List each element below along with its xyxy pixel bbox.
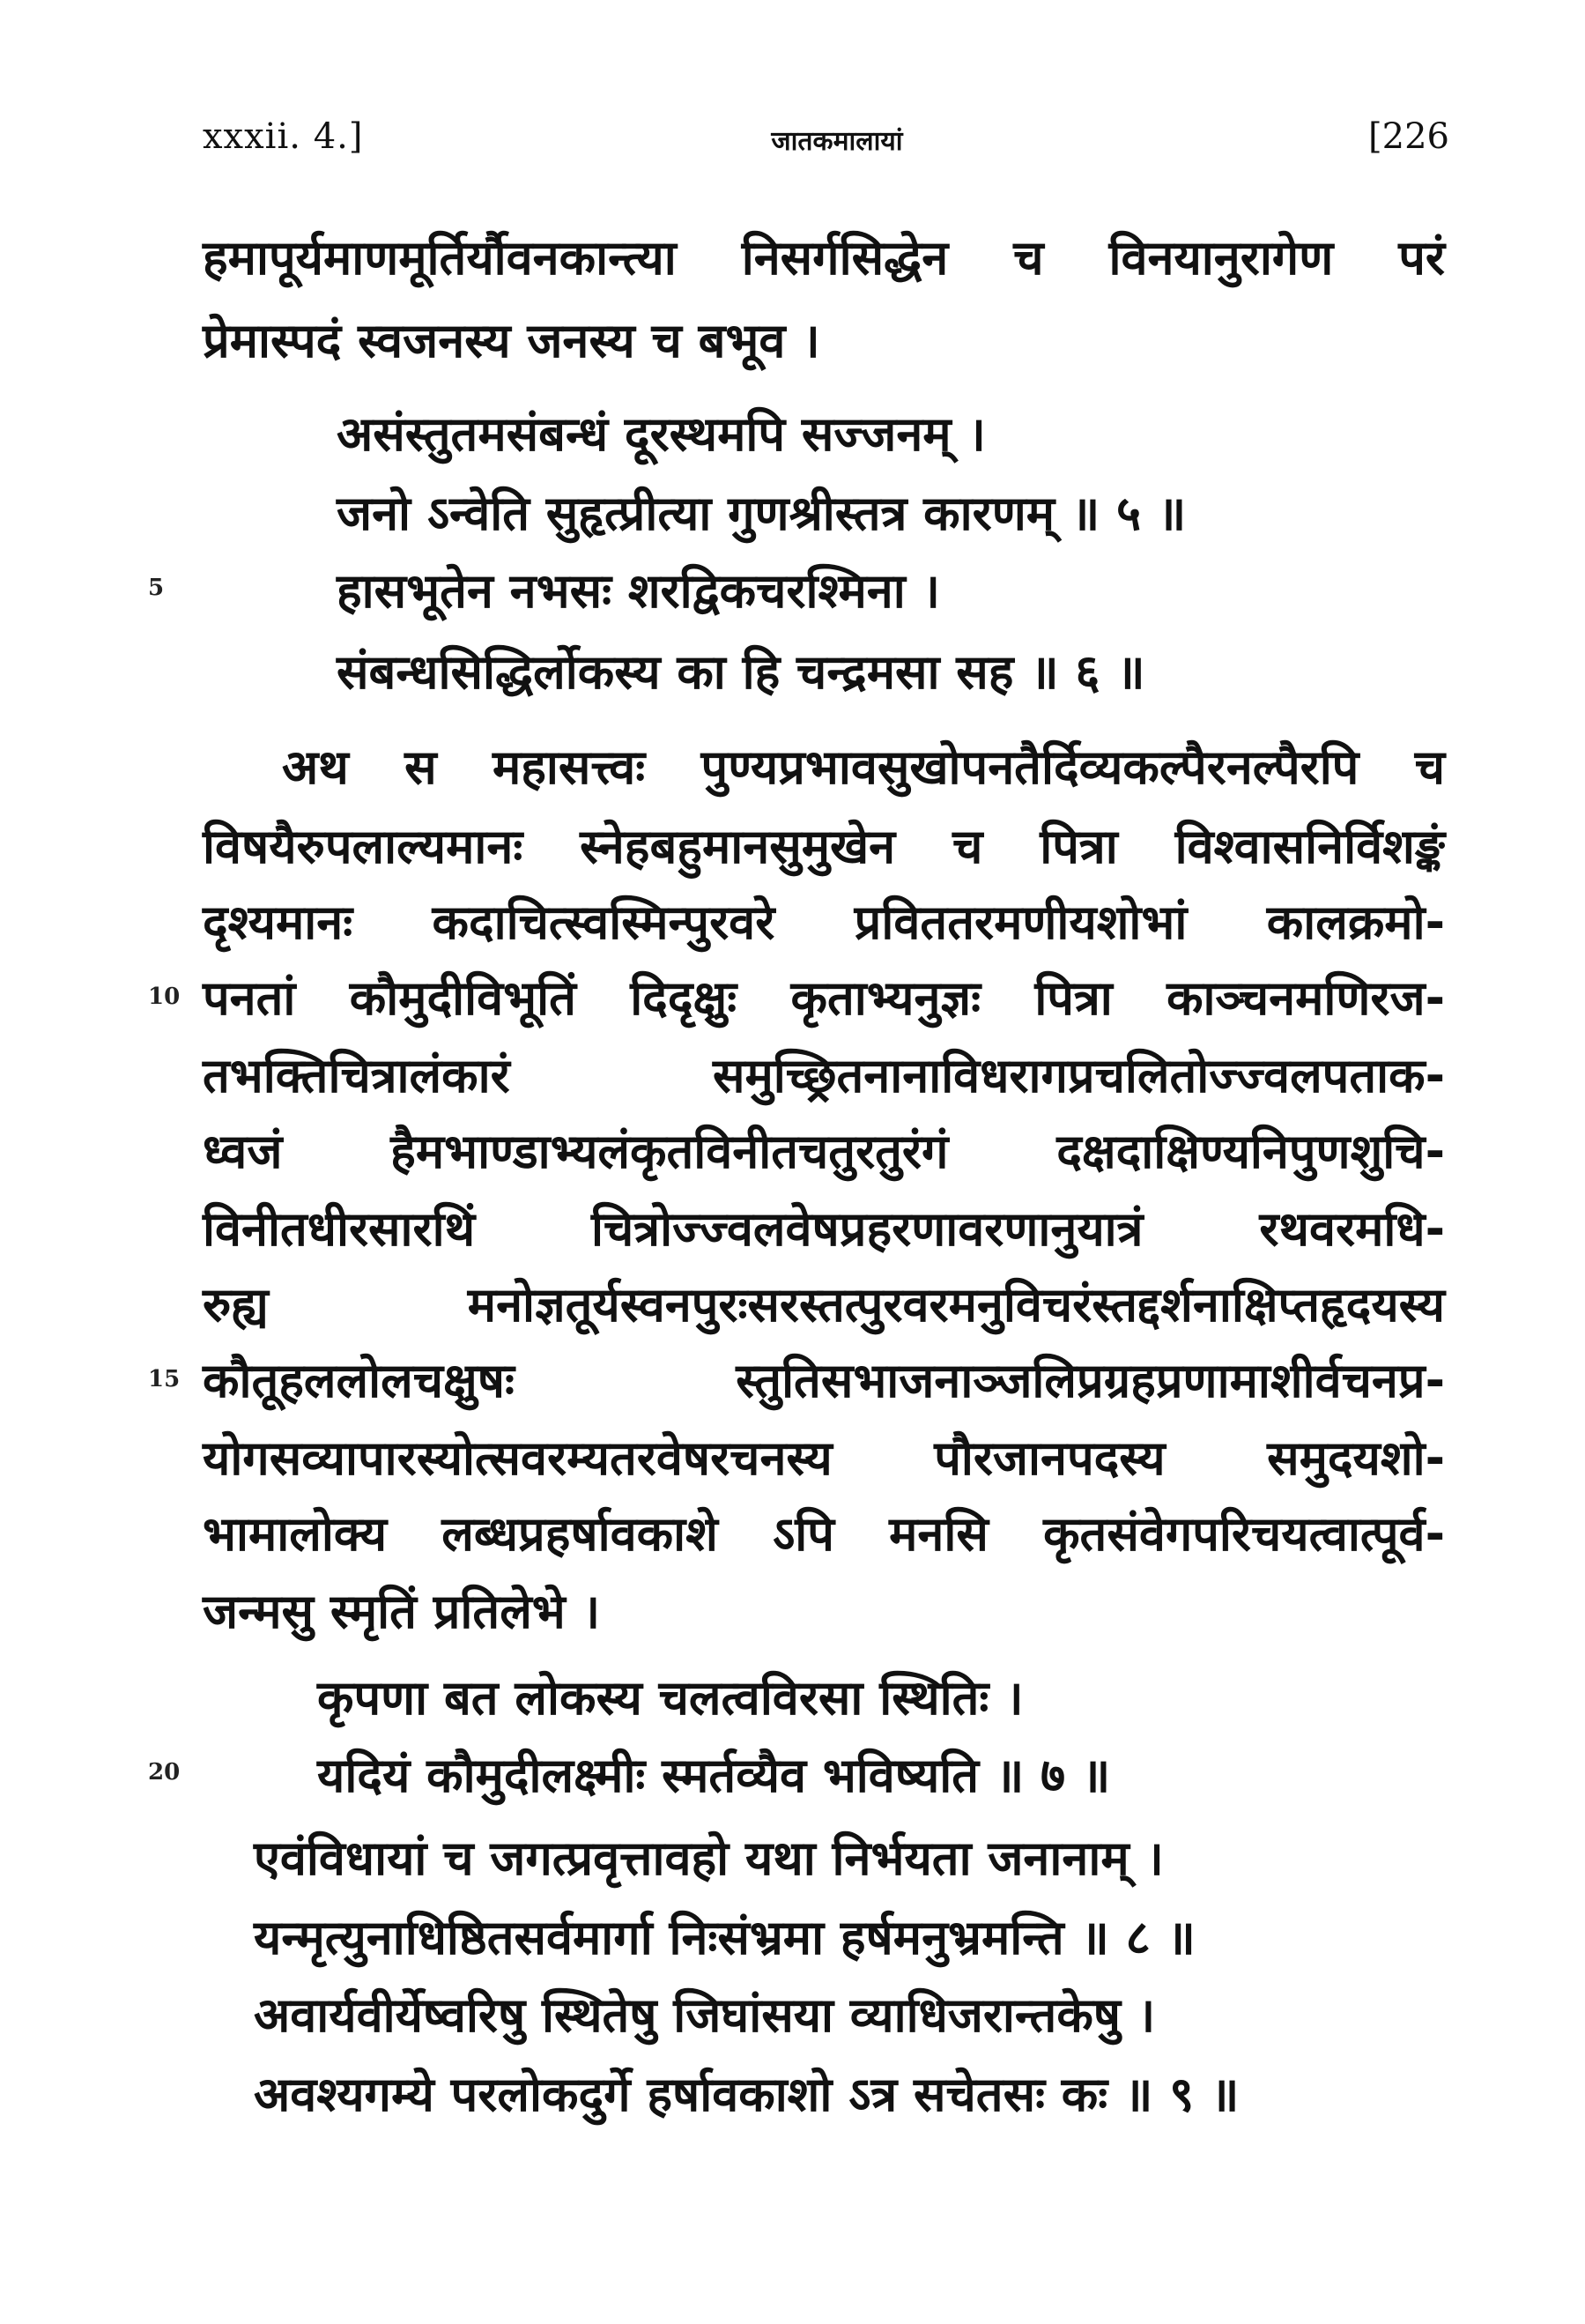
paragraph2-line-11: भामालोक्य लब्धप्रहर्षावकाशे ऽपि मनसि कृतसंवेगपरिचयत्वात्पूर्व- [203, 1506, 1445, 1562]
paragraph2-line-9: कौतूहललोलचक्षुषः स्तुतिसभाजनाञ्जलिप्रग्रहप्रणामाशीर्वचनप्र- [203, 1353, 1445, 1408]
verse-8-line-1: एवंविधायां च जगत्प्रवृत्तावहो यथा निर्भयता जनानाम् । [254, 1830, 1164, 1886]
running-title: जातकमालायां [771, 126, 903, 157]
paragraph2-line-5: तभक्तिचित्रालंकारं समुच्छ्रितनानाविधरागप्रचलितोज्ज्वलपताक- [203, 1048, 1445, 1103]
paragraph2-line-1: अथ स महासत्त्वः पुण्यप्रभावसुखोपनतैर्दिव्यकल्पैरनल्पैरपि च [282, 739, 1445, 795]
paragraph2-line-8: रुह्य मनोज्ञतूर्यस्वनपुरःसरस्तत्पुरवरमनुविचरंस्तद्दर्शनाक्षिप्तहृदयस्य [203, 1277, 1445, 1333]
verse-9-line-2: अवश्यगम्ये परलोकदुर्गे हर्षावकाशो ऽत्र सचेतसः कः ॥ ९ ॥ [254, 2067, 1240, 2122]
verse-7-line-1: कृपणा बत लोकस्य चलत्वविरसा स्थितिः । [317, 1670, 1024, 1726]
paragraph1-line-1: हमापूर्यमाणमूर्तिर्यौवनकान्त्या निसर्गसिद्धेन च विनयानुरागेण परं [203, 230, 1445, 286]
line-number-15: 15 [148, 1366, 181, 1392]
paragraph1-line-2: प्रेमास्पदं स्वजनस्य जनस्य च बभूव । [203, 313, 820, 368]
paragraph2-line-10: योगसव्यापारस्योत्सवरम्यतरवेषरचनस्य पौरजानपदस्य समुदयशो- [203, 1430, 1445, 1486]
running-header [203, 116, 1449, 169]
verse-5-line-2: जनो ऽन्वेति सुहृत्प्रीत्या गुणश्रीस्तत्र कारणम् ॥ ५ ॥ [337, 486, 1187, 541]
line-number-5: 5 [148, 575, 165, 601]
verse-6-line-2: संबन्धसिद्धिर्लोकस्य का हि चन्द्रमसा सह ॥ ६ ॥ [337, 644, 1145, 700]
verse-8-line-2: यन्मृत्युनाधिष्ठितसर्वमार्गा निःसंभ्रमा हर्षमनुभ्रमन्ति ॥ ८ ॥ [254, 1910, 1196, 1965]
section-reference: xxxii. 4.] [203, 116, 364, 157]
paragraph2-line-6: ध्वजं हैमभाण्डाभ्यलंकृतविनीतचतुरतुरंगं दक्षदाक्षिण्यनिपुणशुचि- [203, 1124, 1445, 1179]
verse-9-line-1: अवार्यवीर्येष्वरिषु स्थितेषु जिघांसया व्याधिजरान्तकेषु । [254, 1987, 1156, 2043]
verse-7-line-2: यदियं कौमुदीलक्ष्मीः स्मर्तव्यैव भविष्यति ॥ ७ ॥ [317, 1748, 1111, 1803]
paragraph2-line-2: विषयैरुपलाल्यमानः स्नेहबहुमानसुमुखेन च पित्रा विश्वासनिर्विशङ्कं [203, 819, 1445, 874]
paragraph2-line-4: पनतां कौमुदीविभूतिं दिदृक्षुः कृताभ्यनुज्ञः पित्रा काञ्चनमणिरज- [203, 970, 1445, 1026]
verse-6-line-1: हासभूतेन नभसः शरद्विकचरश्मिना । [337, 563, 940, 619]
paragraph2-line-3: दृश्यमानः कदाचित्स्वस्मिन्पुरवरे प्रविततरमणीयशोभां कालक्रमो- [203, 895, 1445, 950]
page-number: [226 [1368, 116, 1449, 157]
verse-5-line-1: असंस्तुतमसंबन्धं दूरस्थमपि सज्जनम् । [337, 406, 986, 462]
paragraph2-line-7: विनीतधीरसारथिं चित्रोज्ज्वलवेषप्रहरणावरणानुयात्रं रथवरमधि- [203, 1201, 1445, 1257]
line-number-20: 20 [148, 1759, 181, 1786]
line-number-10: 10 [148, 984, 181, 1010]
paragraph2-line-12: जन्मसु स्मृतिं प्रतिलेभे । [203, 1584, 601, 1639]
